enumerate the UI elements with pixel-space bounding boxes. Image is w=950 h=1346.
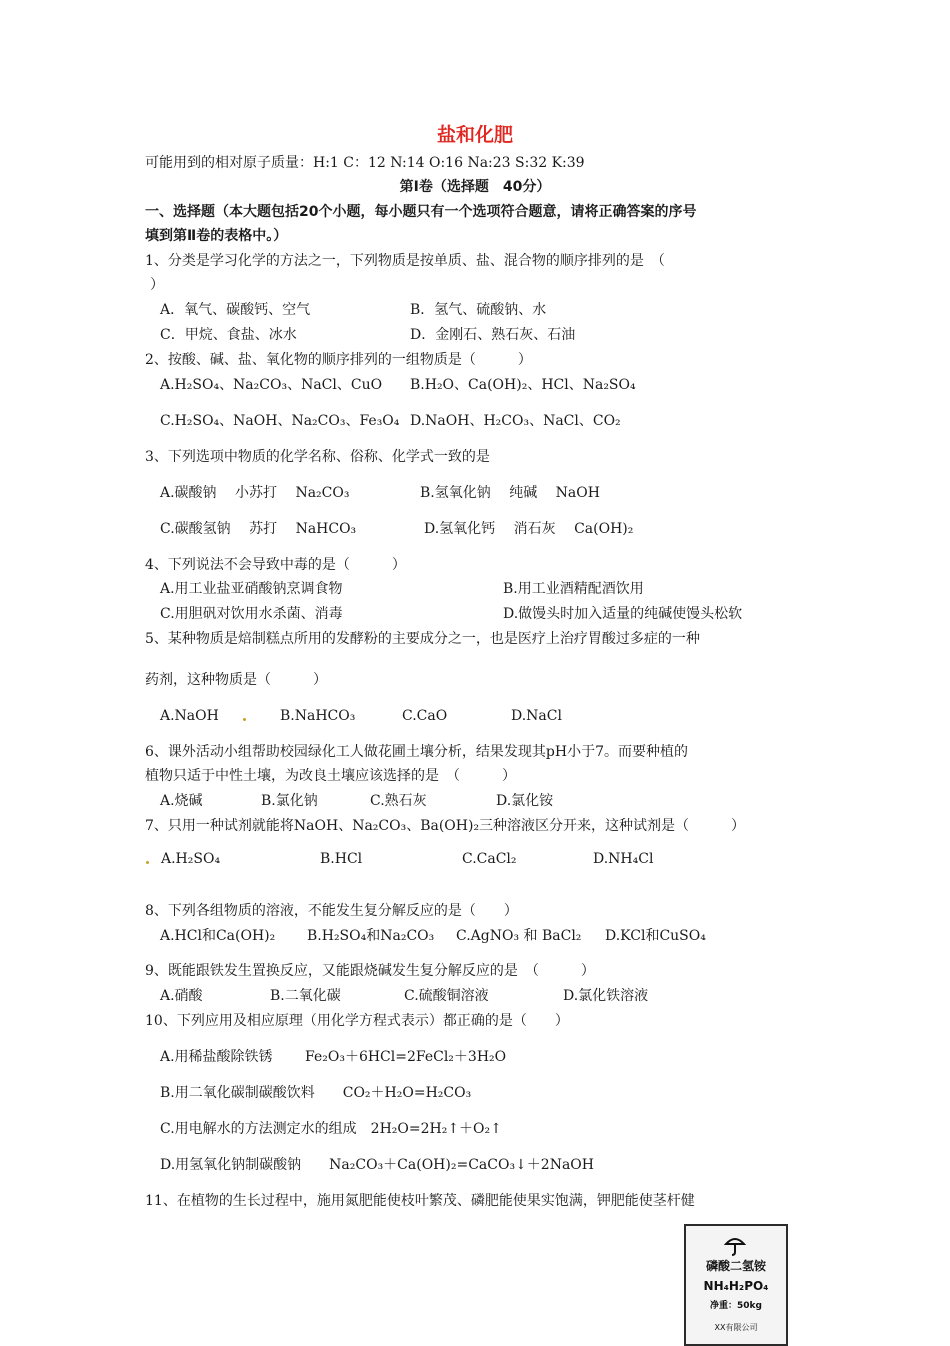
question-8-stem: 8、下列各组物质的溶液，不能发生复分解反应的是（ ） [145, 903, 518, 919]
question-10-option-d: D.用氢氧化钠制碳酸钠 Na₂CO₃＋Ca(OH)₂=CaCO₃↓＋2NaOH [160, 1157, 594, 1173]
question-2-option-b: B.H₂O、Ca(OH)₂、HCl、Na₂SO₄ [410, 377, 636, 393]
question-6-option-b: B.氯化钠 [261, 793, 318, 809]
question-2-option-d: D.NaOH、H₂CO₃、NaCl、CO₂ [410, 413, 621, 429]
question-6-option-a: A.烧碱 [160, 793, 203, 809]
question-1-option-d: D．金刚石、熟石灰、石油 [410, 327, 576, 343]
question-4-option-d: D.做馒头时加入适量的纯碱使馒头松软 [503, 606, 743, 622]
question-1-stem: 1、分类是学习化学的方法之一，下列物质是按单质、盐、混合物的顺序排列的是 （ [145, 253, 665, 269]
question-3-option-c: C.碳酸氢钠 苏打 NaHCO₃ [160, 521, 357, 537]
question-7-option-d: D.NH₄Cl [593, 851, 654, 867]
umbrella-keep-dry-icon [724, 1234, 746, 1256]
question-9-option-b: B.二氧化碳 [270, 988, 341, 1004]
question-3-option-d: D.氢氧化钙 消石灰 Ca(OH)₂ [424, 521, 634, 537]
question-11-stem: 11、在植物的生长过程中，施用氮肥能使枝叶繁茂、磷肥能使果实饱满，钾肥能使茎杆健 [145, 1193, 695, 1209]
question-5-stem-cont: 药剂，这种物质是（ ） [145, 672, 327, 688]
question-8-option-d: D.KCl和CuSO₄ [605, 928, 706, 944]
question-5-option-a: A.NaOH [160, 708, 219, 724]
question-3-option-a: A.碳酸钠 小苏打 Na₂CO₃ [160, 485, 350, 501]
question-1-option-a: A．氧气、碳酸钙、空气 [160, 302, 311, 318]
stray-dot [243, 718, 246, 721]
question-8-option-c: C.AgNO₃ 和 BaCl₂ [456, 928, 582, 944]
question-6-option-d: D.氯化铵 [496, 793, 554, 809]
question-6-stem-cont: 植物只适于中性土壤，为改良土壤应该选择的是 （ ） [145, 768, 516, 784]
page-title: 盐和化肥 [436, 124, 513, 146]
atomic-mass-line: 可能用到的相对原子质量：H:1 C：12 N:14 O:16 Na:23 S:32 K:39 [145, 155, 585, 171]
question-10-option-a: A.用稀盐酸除铁锈 Fe₂O₃＋6HCl=2FeCl₂＋3H₂O [160, 1049, 507, 1065]
question-3-option-b: B.氢氧化钠 纯碱 NaOH [420, 485, 600, 501]
section-header: 第Ⅰ卷（选择题 40分） [399, 179, 551, 195]
question-2-stem: 2、按酸、碱、盐、氧化物的顺序排列的一组物质是（ ） [145, 352, 532, 368]
question-7-option-a: A.H₂SO₄ [161, 851, 221, 867]
question-2-option-c: C.H₂SO₄、NaOH、Na₂CO₃、Fe₃O₄ [160, 413, 400, 429]
question-10-stem: 10、下列应用及相应原理（用化学方程式表示）都正确的是（ ） [145, 1013, 569, 1029]
fertilizer-company: XX有限公司 [714, 1323, 758, 1332]
instructions-line1: 一、选择题（本大题包括20个小题，每小题只有一个选项符合题意，请将正确答案的序号 [145, 204, 697, 220]
question-1-stem-cont: ） [150, 277, 164, 293]
stray-dot [146, 861, 149, 864]
question-4-option-a: A.用工业盐亚硝酸钠烹调食物 [160, 581, 343, 597]
question-2-option-a: A.H₂SO₄、Na₂CO₃、NaCl、CuO [160, 377, 383, 393]
question-1-option-b: B．氢气、硫酸钠、水 [410, 302, 547, 318]
question-5-option-d: D.NaCl [511, 708, 562, 724]
question-8-option-b: B.H₂SO₄和Na₂CO₃ [307, 928, 435, 944]
question-9-stem: 9、既能跟铁发生置换反应，又能跟烧碱发生复分解反应的是 （ ） [145, 963, 595, 979]
question-5-option-b: B.NaHCO₃ [280, 708, 356, 724]
fertilizer-net-weight: 净重：50kg [710, 1301, 762, 1311]
question-4-option-c: C.用胆矾对饮用水杀菌、消毒 [160, 606, 343, 622]
question-10-option-b: B.用二氧化碳制碳酸饮料 CO₂＋H₂O=H₂CO₃ [160, 1085, 472, 1101]
question-4-option-b: B.用工业酒精配酒饮用 [503, 581, 644, 597]
fertilizer-name: 磷酸二氢铵 [705, 1259, 766, 1273]
question-4-stem: 4、下列说法不会导致中毒的是（ ） [145, 557, 406, 573]
question-1-option-c: C．甲烷、食盐、冰水 [160, 327, 297, 343]
question-5-option-c: C.CaO [402, 708, 448, 724]
question-9-option-c: C.硫酸铜溶液 [404, 988, 489, 1004]
question-6-option-c: C.熟石灰 [370, 793, 427, 809]
question-9-option-a: A.硝酸 [160, 988, 203, 1004]
question-7-option-b: B.HCl [320, 851, 363, 867]
question-3-stem: 3、下列选项中物质的化学名称、俗称、化学式一致的是 [145, 449, 490, 465]
question-9-option-d: D.氯化铁溶液 [563, 988, 649, 1004]
question-7-option-c: C.CaCl₂ [462, 851, 517, 867]
question-10-option-c: C.用电解水的方法测定水的组成 2H₂O=2H₂↑＋O₂↑ [160, 1121, 502, 1137]
instructions-line2: 填到第Ⅱ卷的表格中。） [145, 228, 288, 244]
fertilizer-formula: NH₄H₂PO₄ [703, 1279, 769, 1293]
question-7-stem: 7、只用一种试剂就能将NaOH、Na₂CO₃、Ba(OH)₂三种溶液区分开来，这种试剂是（ ） [145, 818, 746, 834]
fertilizer-label [684, 1224, 788, 1346]
question-6-stem: 6、课外活动小组帮助校园绿化工人做花圃土壤分析，结果发现其pH小于7。而要种植的 [145, 744, 688, 760]
question-8-option-a: A.HCl和Ca(OH)₂ [160, 928, 276, 944]
question-5-stem: 5、某种物质是焙制糕点所用的发酵粉的主要成分之一，也是医疗上治疗胃酸过多症的一种 [145, 631, 700, 647]
